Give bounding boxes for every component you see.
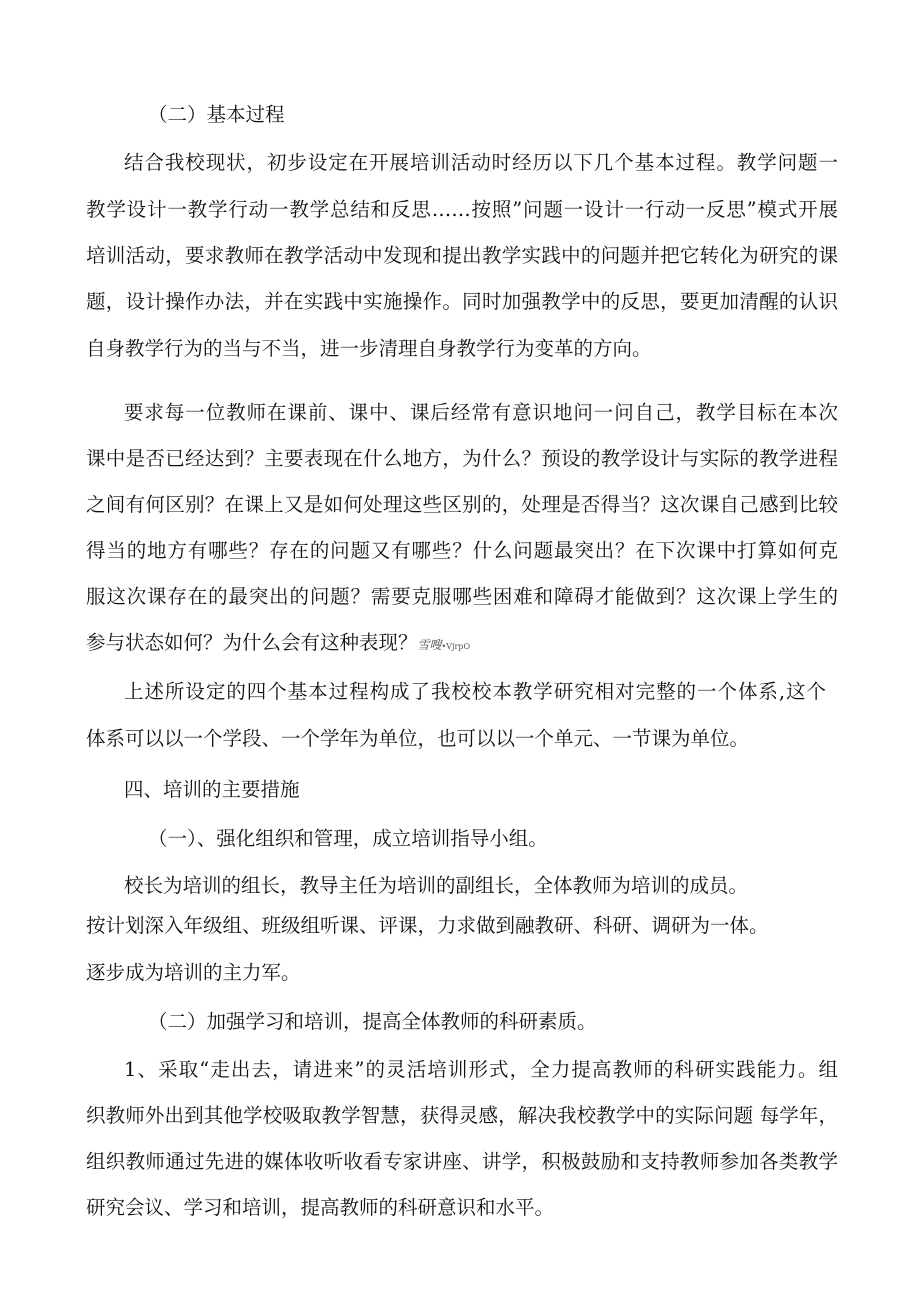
paragraph-1-line-1: 结合我校现状，初步设定在开展培训活动时经历以下几个基本过程。教学问题一 <box>124 151 838 174</box>
scan-artifact-mark-2: •VjrpO <box>441 642 471 651</box>
paragraph-2-line-3: 之间有何区别？在课上又是如何处理这些区别的，处理是否得当？这次课自己感到比较 <box>86 493 838 516</box>
paragraph-2-line-5: 服这次课存在的最突出的问题？需要克服哪些困难和障碍才能做到？这次课上学生的 <box>86 585 838 608</box>
paragraph-1-line-4: 题，设计操作办法，并在实践中实施操作。同时加强教学中的反思，要更加清醒的认识 <box>86 290 838 313</box>
paragraph-2-line-6 <box>86 631 470 659</box>
paragraph-5-line-2: 织教师外出到其他学校吸取教学智慧，获得灵感，解决我校教学中的实际问题 每学年， <box>86 1104 838 1127</box>
paragraph-5-line-1: 1、采取“走出去，请进来”的灵活培训形式，全力提高教师的科研实践能力。组 <box>124 1058 838 1081</box>
paragraph-2-line-6-text: 参与状态如何？为什么会有这种表现？ <box>86 631 418 654</box>
subsection-heading-training: （二）加强学习和培训，提高全体教师的科研素质。 <box>148 1010 597 1033</box>
paragraph-2-line-1: 要求每一位教师在课前、课中、课后经常有意识地问一问自己，教学目标在本次 <box>124 401 838 424</box>
paragraph-1-line-3: 培训活动，要求教师在教学活动中发现和提出教学实践中的问题并把它转化为研究的课 <box>86 244 838 267</box>
paragraph-1-line-5: 自身教学行为的当与不当，进一步清理自身教学行为变革的方向。 <box>86 337 652 360</box>
paragraph-4-line-2: 按计划深入年级组、班级组听课、评课，力求做到融教研、科研、调研为一体。 <box>86 914 769 937</box>
section-heading-basic-process: （二）基本过程 <box>148 103 285 126</box>
scan-artifact-mark: 雪嗖 <box>417 638 442 652</box>
paragraph-5-line-4: 研究会议、学习和培训，提高教师的科研意识和水平。 <box>86 1196 555 1219</box>
subsection-heading-organization: （一）、强化组织和管理，成立培训指导小组。 <box>148 827 548 850</box>
paragraph-3-line-2: 体系可以以一个学段、一个学年为单位，也可以以一个单元、一节课为单位。 <box>86 727 750 750</box>
paragraph-4-line-3: 逐步成为培训的主力军。 <box>86 961 301 984</box>
paragraph-3-line-1: 上述所设定的四个基本过程构成了我校校本教学研究相对完整的一个体系,这个 <box>124 680 826 703</box>
paragraph-1-line-2: 教学设计一教学行动一教学总结和反思……按照”问题一设计一行动一反思”模式开展 <box>86 198 838 221</box>
paragraph-2-line-4: 得当的地方有哪些？存在的问题又有哪些？什么问题最突出？在下次课中打算如何克 <box>86 539 838 562</box>
section-heading-main-measures: 四、培训的主要措施 <box>124 778 300 801</box>
paragraph-4-line-1: 校长为培训的组长，教导主任为培训的副组长，全体教师为培训的成员。 <box>124 874 749 897</box>
paragraph-5-line-3: 组织教师通过先进的媒体收听收看专家讲座、讲学，积极鼓励和支持教师参加各类教学 <box>86 1150 838 1173</box>
paragraph-2-line-2: 课中是否已经达到？主要表现在什么地方，为什么？预设的教学设计与实际的教学进程 <box>86 447 838 470</box>
